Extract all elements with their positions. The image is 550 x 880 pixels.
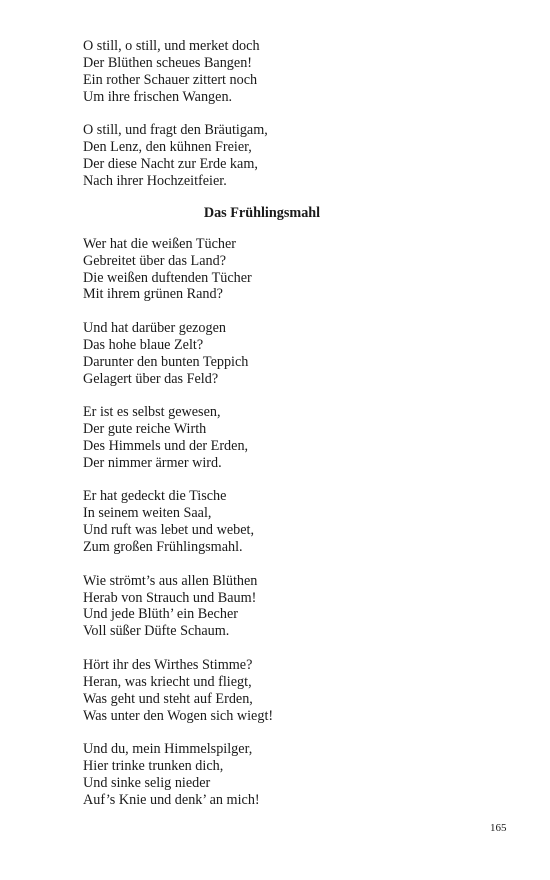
verse-line: Gelagert über das Feld? <box>83 370 219 387</box>
stanza-gap <box>83 303 513 320</box>
verse-line: Und jede Blüth’ ein Becher <box>83 606 238 623</box>
verse-line: Voll süßer Düfte Schaum. <box>83 623 230 640</box>
verse-line: Wer hat die weißen Tücher <box>83 235 237 252</box>
stanza <box>83 488 513 556</box>
verse-line: Der gute reiche Wirth <box>83 421 207 438</box>
verse-line: Heran, was kriecht und fliegt, <box>83 673 252 690</box>
verse-line: Den Lenz, den kühnen Freier, <box>83 139 252 156</box>
stanza <box>83 122 513 190</box>
stanza <box>83 741 513 809</box>
verse-line: Darunter den bunten Teppich <box>83 353 249 370</box>
stanza <box>83 404 513 472</box>
verse-line: Was unter den Wogen sich wiegt! <box>83 707 274 724</box>
stanza <box>83 573 513 641</box>
stanza-gap <box>83 640 513 657</box>
verse-line: Auf’s Knie und denk’ an mich! <box>83 791 260 808</box>
poem-title-wrapper <box>0 205 524 222</box>
verse-line: Mit ihrem grünen Rand? <box>83 286 223 303</box>
verse-line: Und du, mein Himmelspilger, <box>83 741 253 758</box>
poem-title: Das Frühlingsmahl <box>203 204 321 221</box>
verse-line: Zum großen Frühlingsmahl. <box>83 539 243 556</box>
verse-line: Nach ihrer Hochzeitfeier. <box>83 172 227 189</box>
stanza <box>83 657 513 725</box>
verse-line: Hier trinke trunken dich, <box>83 757 224 774</box>
verse-line: Er ist es selbst gewesen, <box>83 404 221 421</box>
verse-line: Der Blüthen scheues Bangen! <box>83 54 253 71</box>
page-body <box>83 38 513 809</box>
second-poem <box>83 236 513 809</box>
verse-line: Des Himmels und der Erden, <box>83 438 249 454</box>
verse-line: Wie strömt’s aus allen Blüthen <box>83 572 258 589</box>
verse-line: In seinem weiten Saal, <box>83 505 212 522</box>
stanza-gap <box>83 556 513 573</box>
verse-line: Ein rother Schauer zittert noch <box>83 71 258 88</box>
verse-line: O still, und fragt den Bräutigam, <box>83 122 268 139</box>
verse-line: Um ihre frischen Wangen. <box>83 88 233 105</box>
verse-line: O still, o still, und merket doch <box>83 38 260 54</box>
stanza-gap <box>83 472 513 489</box>
stanza-gap <box>83 724 513 741</box>
verse-line: Die weißen duftenden Tücher <box>83 269 252 286</box>
verse-line: Und hat darüber gezogen <box>83 319 226 336</box>
verse-line: Herab von Strauch und Baum! <box>83 589 257 606</box>
verse-line: Was geht und steht auf Erden, <box>83 690 253 707</box>
page-number: 165 <box>490 822 507 834</box>
verse-line: Der nimmer ärmer wird. <box>83 454 222 471</box>
stanza <box>83 236 513 304</box>
stanza-gap <box>83 106 513 123</box>
verse-line: Und sinke selig nieder <box>83 774 211 791</box>
verse-line: Das hohe blaue Zelt? <box>83 336 204 353</box>
verse-line: Und ruft was lebet und webet, <box>83 522 254 539</box>
first-poem <box>83 38 513 190</box>
verse-line: Der diese Nacht zur Erde kam, <box>83 156 258 173</box>
verse-line: Hört ihr des Wirthes Stimme? <box>83 656 253 673</box>
stanza <box>83 38 513 106</box>
verse-line: Gebreitet über das Land? <box>83 252 226 269</box>
stanza-gap <box>83 388 513 405</box>
verse-line: Er hat gedeckt die Tische <box>83 488 227 505</box>
stanza <box>83 320 513 388</box>
